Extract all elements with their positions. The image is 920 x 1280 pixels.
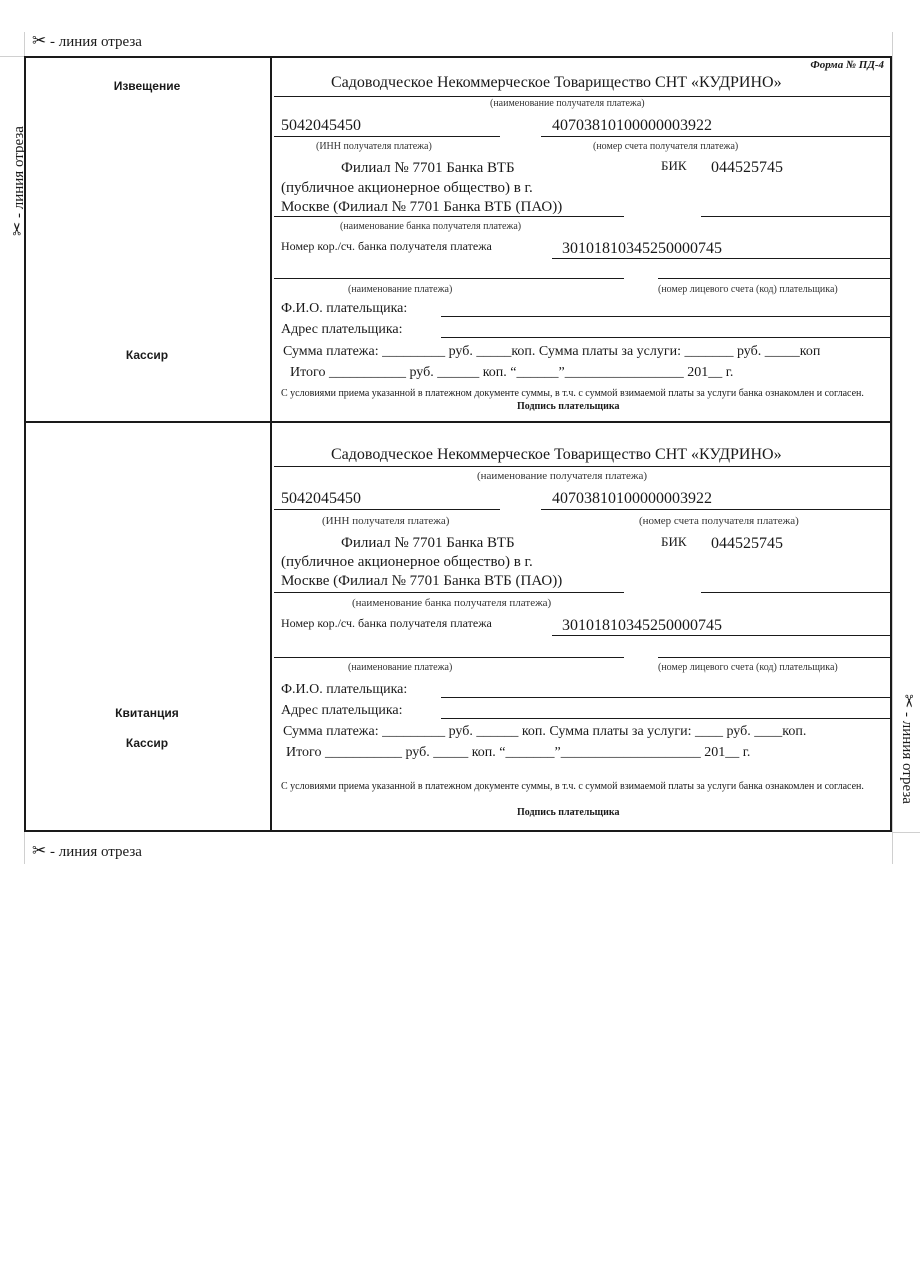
scissors-icon: ✂	[899, 694, 918, 709]
notice-terms: С условиями приема указанной в платежном документе суммы, в т.ч. с суммой взимаемой платы за услуги банка ознакомлен и согласен.	[281, 388, 864, 399]
notice-recipient-caption: (наименование получателя платежа)	[490, 98, 645, 109]
cut-line-bottom	[32, 841, 142, 861]
receipt-bik-label: БИК	[661, 534, 687, 549]
scissors-icon: ✂	[32, 31, 47, 50]
receipt-recipient-caption: (наименование получателя платежа)	[477, 470, 648, 482]
receipt-bank-line1: Филиал № 7701 Банка ВТБ	[341, 535, 515, 551]
notice-bank-line2: (публичное акционерное общество) в г.	[281, 180, 533, 196]
notice-bank-line1: Филиал № 7701 Банка ВТБ	[341, 160, 515, 176]
notice-payment-caption: (наименование платежа)	[348, 284, 453, 295]
notice-inn-caption: (ИНН получателя платежа)	[316, 141, 432, 152]
cut-line-top	[32, 31, 142, 51]
receipt-bank-line3: Москве (Филиал № 7701 Банка ВТБ (ПАО))	[281, 573, 563, 589]
notice-inn: 5042045450	[281, 117, 361, 134]
section-divider	[24, 421, 892, 423]
notice-signature: Подпись плательщика	[517, 401, 620, 412]
receipt-bik: 044525745	[711, 535, 783, 552]
form-number: Форма № ПД-4	[810, 59, 884, 71]
notice-sum-line: Сумма платежа: _________ руб. _____коп. Сумма платы за услуги: _______ руб. _____коп	[283, 344, 821, 359]
notice-bank-line3: Москве (Филиал № 7701 Банка ВТБ (ПАО))	[281, 199, 563, 215]
receipt-personal-account-caption: (номер лицевого счета (код) плательщика)	[658, 662, 838, 673]
receipt-inn: 5042045450	[281, 490, 361, 507]
receipt-total-line: Итого ___________ руб. _____ коп. “_______”____________________ 201__ г.	[286, 745, 751, 760]
receipt-recipient-name: Садоводческое Некоммерческое Товарищество СНТ «КУДРИНО»	[331, 446, 782, 463]
notice-bik-label: БИК	[661, 158, 687, 173]
receipt-payment-caption: (наименование платежа)	[348, 662, 453, 673]
notice-recipient-name: Садоводческое Некоммерческое Товарищество СНТ «КУДРИНО»	[331, 74, 782, 91]
receipt-bank-caption: (наименование банка получателя платежа)	[352, 597, 552, 609]
notice-corr: 30101810345250000745	[562, 240, 722, 257]
notice-heading: Извещение	[113, 79, 181, 93]
receipt-account-caption: (номер счета получателя платежа)	[639, 515, 799, 527]
receipt-corr: 30101810345250000745	[562, 617, 722, 634]
notice-personal-account-caption: (номер лицевого счета (код) плательщика)	[658, 284, 838, 295]
scissors-icon: ✂	[8, 221, 27, 236]
column-divider	[270, 56, 272, 832]
receipt-heading: Квитанция	[115, 706, 179, 720]
cut-line-label: - линия отреза	[50, 844, 142, 860]
cut-line-label: - линия отреза	[50, 34, 142, 50]
cut-line-label: - линия отреза	[11, 126, 27, 218]
receipt-account: 40703810100000003922	[552, 490, 712, 507]
scissors-icon: ✂	[32, 841, 47, 860]
receipt-signature: Подпись плательщика	[517, 807, 620, 818]
notice-payer-address-label: Адрес плательщика:	[281, 322, 403, 337]
receipt-corr-label: Номер кор./сч. банка получателя платежа	[281, 616, 492, 630]
receipt-inn-caption: (ИНН получателя платежа)	[322, 515, 450, 527]
notice-bik: 044525745	[711, 159, 783, 176]
receipt-sum-line: Сумма платежа: _________ руб. ______ коп. Сумма платы за услуги: ____ руб. ____коп.	[283, 724, 807, 739]
notice-payer-name-label: Ф.И.О. плательщика:	[281, 301, 408, 316]
receipt-bank-line2: (публичное акционерное общество) в г.	[281, 554, 533, 570]
notice-corr-label: Номер кор./сч. банка получателя платежа	[281, 239, 492, 253]
notice-account-caption: (номер счета получателя платежа)	[593, 141, 739, 152]
notice-bank-caption: (наименование банка получателя платежа)	[340, 221, 522, 232]
receipt-terms: С условиями приема указанной в платежном документе суммы, в т.ч. с суммой взимаемой платы за услуги банка ознакомлен и согласен.	[281, 781, 864, 792]
receipt-payer-address-label: Адрес плательщика:	[281, 703, 403, 718]
notice-total-line: Итого ___________ руб. ______ коп. “______”_________________ 201__ г.	[290, 365, 734, 380]
receipt-cashier: Кассир	[125, 736, 169, 750]
notice-account: 40703810100000003922	[552, 117, 712, 134]
cut-line-label: - линия отреза	[899, 712, 915, 804]
cut-line-right	[898, 694, 918, 804]
receipt-payer-name-label: Ф.И.О. плательщика:	[281, 682, 408, 697]
notice-cashier: Кассир	[125, 348, 169, 362]
